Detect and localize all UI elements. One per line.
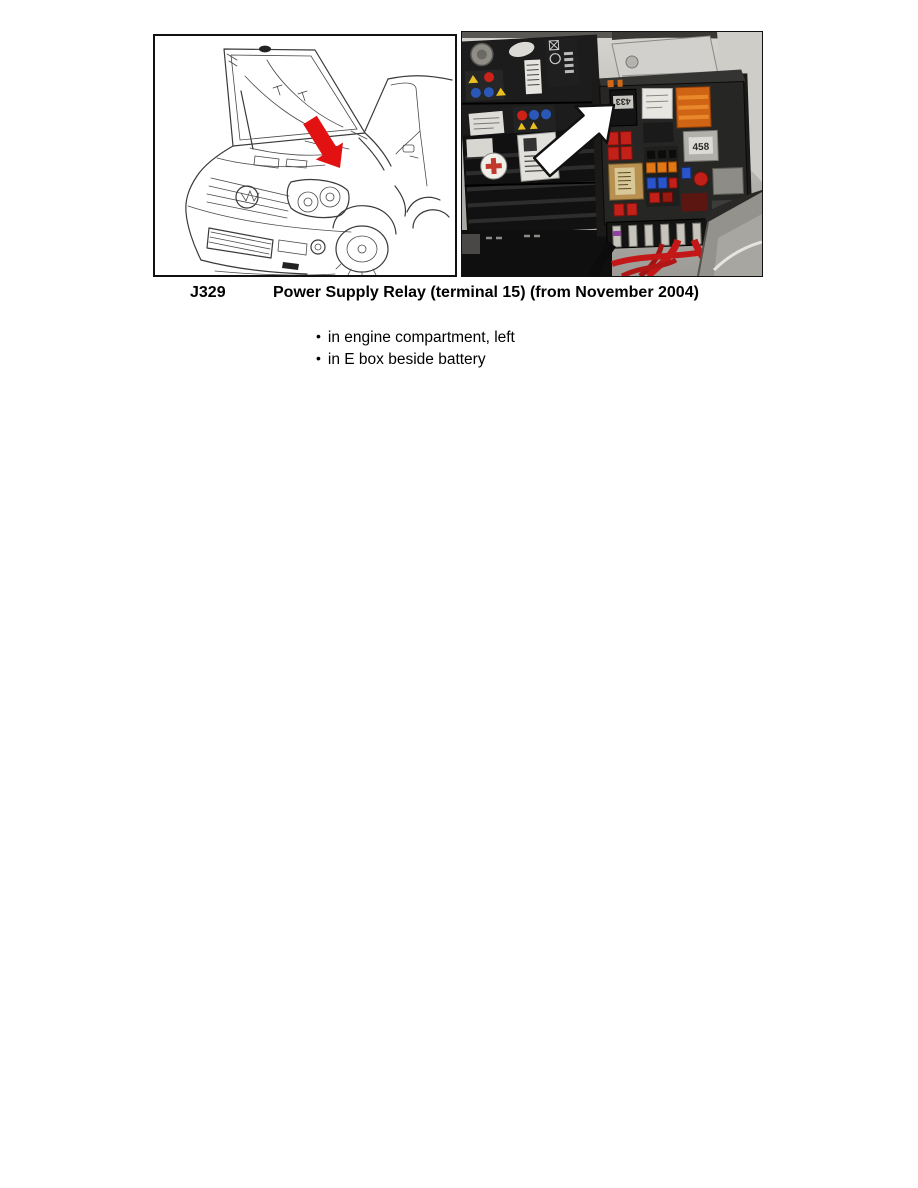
list-item (316, 348, 515, 370)
center-fuse-block (644, 146, 680, 207)
figure-caption (0, 284, 918, 304)
car-location-illustration (153, 34, 457, 277)
car-hood-open-drawing (155, 36, 455, 275)
dot-sticker (513, 105, 556, 133)
warning-sticker (465, 69, 507, 101)
svg-text:433: 433 (615, 96, 631, 107)
bullet-icon: • (316, 328, 321, 344)
hood-prop-rod (241, 91, 253, 149)
component-title: Power Supply Relay (terminal 15) (from November 2004) (273, 284, 699, 301)
engine-bay-photo (462, 32, 762, 276)
open-hood (224, 46, 365, 149)
relay-458 (683, 130, 718, 161)
list-item (316, 326, 515, 348)
battery-icon-sticker (545, 38, 579, 88)
purple-band (613, 231, 621, 236)
orange-relay (676, 87, 711, 128)
white-sticker (641, 87, 673, 119)
component-id: J329 (190, 284, 226, 301)
bullet-text: in engine compartment, left (327, 329, 515, 346)
fog-light (311, 240, 325, 254)
bullet-icon: • (316, 350, 321, 366)
bullet-text: in E box beside battery (327, 351, 486, 368)
ebox-photo (461, 31, 763, 277)
svg-text:458: 458 (692, 141, 710, 154)
car-body (186, 76, 452, 275)
tan-relay (608, 163, 643, 200)
rear-wheel (413, 210, 449, 228)
location-bullet-list (316, 326, 515, 370)
vw-emblem (236, 186, 258, 208)
side-mirror (403, 145, 414, 152)
front-wheel (336, 226, 388, 272)
